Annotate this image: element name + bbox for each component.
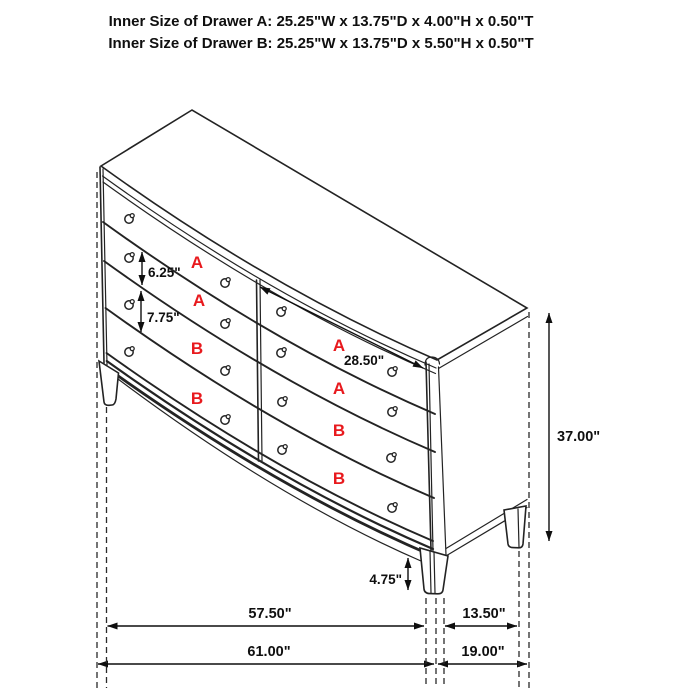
knob-icon	[125, 214, 134, 224]
left-bank-label-row4: B	[190, 389, 204, 408]
knob-icon	[125, 347, 134, 357]
dim-label-19-00: 19.00"	[461, 644, 505, 660]
knob-icon	[221, 319, 230, 329]
knob-icon	[388, 503, 397, 513]
knob-icon	[221, 366, 230, 376]
left-bank-label-row1: A	[190, 253, 204, 272]
right-bank-label-row4: B	[332, 469, 346, 488]
dim-label-28-50: 28.50"	[344, 353, 385, 368]
knob-icon	[388, 407, 397, 417]
knob-icon	[221, 415, 230, 425]
dim-label-6-25: 6.25"	[148, 265, 181, 280]
dim-label-13-50: 13.50"	[462, 606, 506, 622]
dim-label-4-75: 4.75"	[369, 572, 402, 587]
knob-icon	[125, 253, 134, 263]
right-bank-label-row1: A	[332, 336, 346, 355]
left-bank-label-row3: B	[190, 339, 204, 358]
title-drawer-b-size: Inner Size of Drawer B: 25.25"W x 13.75"D x 5.50"H x 0.50"T	[108, 35, 534, 52]
knob-icon	[278, 445, 287, 455]
dim-label-57-50: 57.50"	[248, 606, 292, 622]
knob-icon	[221, 278, 230, 288]
right-bank-label-row2: A	[332, 379, 346, 398]
dim-label-7-75: 7.75"	[147, 310, 180, 325]
knob-icon	[278, 397, 287, 407]
knob-icon	[277, 307, 286, 317]
knob-icon	[387, 453, 396, 463]
right-bank-label-row3: B	[332, 421, 346, 440]
knob-icon	[277, 348, 286, 358]
back-right-leg	[504, 506, 526, 548]
left-bank-label-row2: A	[192, 291, 206, 310]
knob-icon	[388, 367, 397, 377]
knob-icon	[125, 300, 134, 310]
title-drawer-a-size: Inner Size of Drawer A: 25.25"W x 13.75"D x 4.00"H x 0.50"T	[108, 13, 534, 30]
dim-label-61-00: 61.00"	[247, 644, 291, 660]
dim-label-37-00: 37.00"	[557, 429, 601, 445]
